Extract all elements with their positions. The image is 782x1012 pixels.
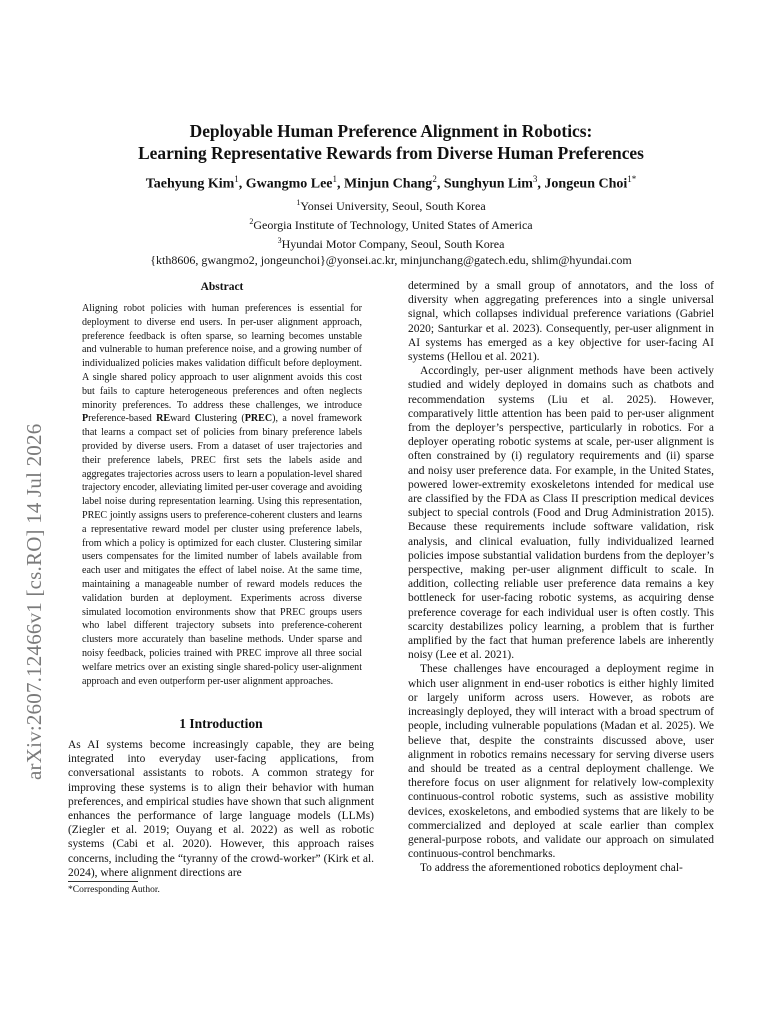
footnote: *Corresponding Author.: [68, 885, 160, 895]
intro-right-column: [408, 279, 714, 876]
author-affil-mark: 2: [432, 174, 437, 184]
author-affil-mark: 1: [234, 174, 239, 184]
intro-left-column: [68, 738, 374, 880]
paragraph: determined by a small group of annotators, and the loss of diversity when aggregating preferences into a single universal signal, which collapses individual preference variations (Gabriel 2020; Santurkar et al. 2023). Consequently, per-user alignment in AI systems has emerged as a key objective for user-facing AI systems (Hellou et al. 2021).: [408, 280, 714, 364]
author-affil-mark: 3: [532, 174, 538, 184]
paragraph: These challenges have encouraged a deployment regime in which user alignment in end-user robotics is either highly limited or largely uniform across users. However, as robots are increasingly deployed, they will interact with a broad spectrum of people, including vulnerable populations (Madan et al. 2025). We believe that, despite the constraints discussed above, user alignment in robotics remains necessary for serving diverse users and should be treated as a central deployment challenge. We therefore focus on user alignment for relatively low-complexity continuous-control robotic systems, such as assistive mobility devices, exoskeletons, and embodied systems that are likely to be commercialized and deployed at scale earlier than complex general-purpose robots, and validate our approach on simulated continuous-control benchmarks.: [408, 663, 714, 861]
title-line-2: Learning Representative Rewards from Diverse Human Preferences: [138, 142, 644, 163]
title-line-1: Deployable Human Preference Alignment in Robotics:: [189, 121, 593, 141]
author-affil-mark: 1: [332, 174, 337, 184]
email-line: {kth8606, gwangmo2, jongeunchoi}@yonsei.ac.kr, minjunchang@gatech.edu, shlim@hyundai.com: [150, 252, 632, 267]
affiliations: [60, 195, 722, 268]
author-name: Sunghyun Lim: [443, 176, 533, 192]
paragraph: Accordingly, per-user alignment methods have been actively studied and widely deployed in domains such as chatbots and recommendation systems (Liu et al. 2025). However, comparatively little attention has been paid to per-user alignment from the deployer’s perspective, particularly in robotics. For a deployer operating robotic systems at scale, per-user alignment is often constrained by (i) regulatory requirements and (ii) sparse and noisy user preference data. For example, in the United States, powered lower-extremity exoskeletons intended for medical use are classified by the FDA as Class II prescription medical devices subject to special controls (Food and Drug Administration 2015). Because these requirements include software validation, risk analysis, and clinical evaluation, fully individualized learned policies impose substantial validation burdens from the deployer’s perspective, making per-user alignment difficult to scale. In addition, collecting reliable user preference data remains a key bottleneck for user-facing robotic systems, as acquiring dense preference coverage for each individual user is often costly. This scarcity destabilizes policy learning, a problem that is further amplified by the fact that human preference labels are inherently noisy (Lee et al. 2021).: [408, 365, 714, 662]
author-name: Gwangmo Lee: [245, 176, 333, 192]
affiliation-line: $^3$Hyundai Motor Company, Seoul, South Korea: [277, 236, 505, 252]
abstract-body: Aligning robot policies with human preferences is essential for deployment to diverse end users. In per-user alignment approach, preference feedback is often sparse, so learning becomes unstable and vulnerable to human preference noise, and a growing number of individualized policies makes validation difficult before deployment. A single shared policy approach to user alignment avoids this cost but fails to capture heterogeneous preferences and often neglects minority preferences. To address these challenges, we introduce Preference-based REward Clustering (PREC), a novel framework that learns a compact set of policies from binary preference labels provided by diverse users. From a dataset of user trajectories and their preference labels, PREC first sets the labels aside and aggregates trajectories across users to learn a population-level shared trajectory encoder, alleviating limited per-user coverage and avoiding label noise during representation learning. Using this representation, PREC jointly assigns users to preference-coherent clusters and learns a representative reward model per cluster using preference labels, from which a policy is optimized for each cluster. Clustering similar users compensates for the limited number of labels available from each user and mitigates the effect of label noise. At the same time, maintaining a manageable number of reward models reduces the validation burden at deployment. Experiments across diverse simulated locomotion environments show that PREC groups users who label different trajectory subsets into preference-coherent clusters more accurately than baseline methods. Under sparse and noisy feedback, policies trained with PREC improve all three social welfare metrics over an existing single shared-policy user-alignment approach and even outperform per-user alignment approaches.: [82, 303, 362, 687]
author-name: Taehyung Kim: [145, 176, 235, 192]
author-name: Jongeun Choi: [544, 176, 628, 192]
footnote-rule: [68, 881, 138, 882]
paragraph: To address the aforementioned robotics deployment chal-: [420, 862, 683, 875]
arxiv-identifier: arXiv:2607.12466v1 [cs.RO] 14 Jul 2026: [22, 423, 46, 780]
author-list: Taehyung Kim$^1$, Gwangmo Lee$^1$, Minjun Chang$^2$, Sunghyun Lim$^3$, Jongeun Choi$^{1*}$: [145, 174, 637, 192]
affiliation-line: $^2$Georgia Institute of Technology, United States of America: [249, 217, 533, 233]
abstract-heading: Abstract: [200, 281, 244, 293]
affiliation-line: $^1$Yonsei University, Seoul, South Korea: [296, 198, 486, 213]
author-name: Minjun Chang: [344, 176, 433, 192]
section-heading-introduction: 1 Introduction: [179, 716, 263, 731]
author-affil-mark: 1*: [627, 174, 637, 184]
paragraph: As AI systems become increasingly capable, they are being integrated into everyday user-facing applications, from conversational assistants to robots. A common strategy for improving these systems is to align their behavior with human preferences, and empirical studies have shown that such alignment enhances the performance of large language models (LLMs) (Ziegler et al. 2019; Ouyang et al. 2022) as well as robotic systems (Cabi et al. 2020). However, this approach raises concerns, including the “tyranny of the crowd-worker” (Kirk et al. 2024), where alignment directions are: [68, 739, 374, 879]
paper-title: [60, 121, 722, 164]
